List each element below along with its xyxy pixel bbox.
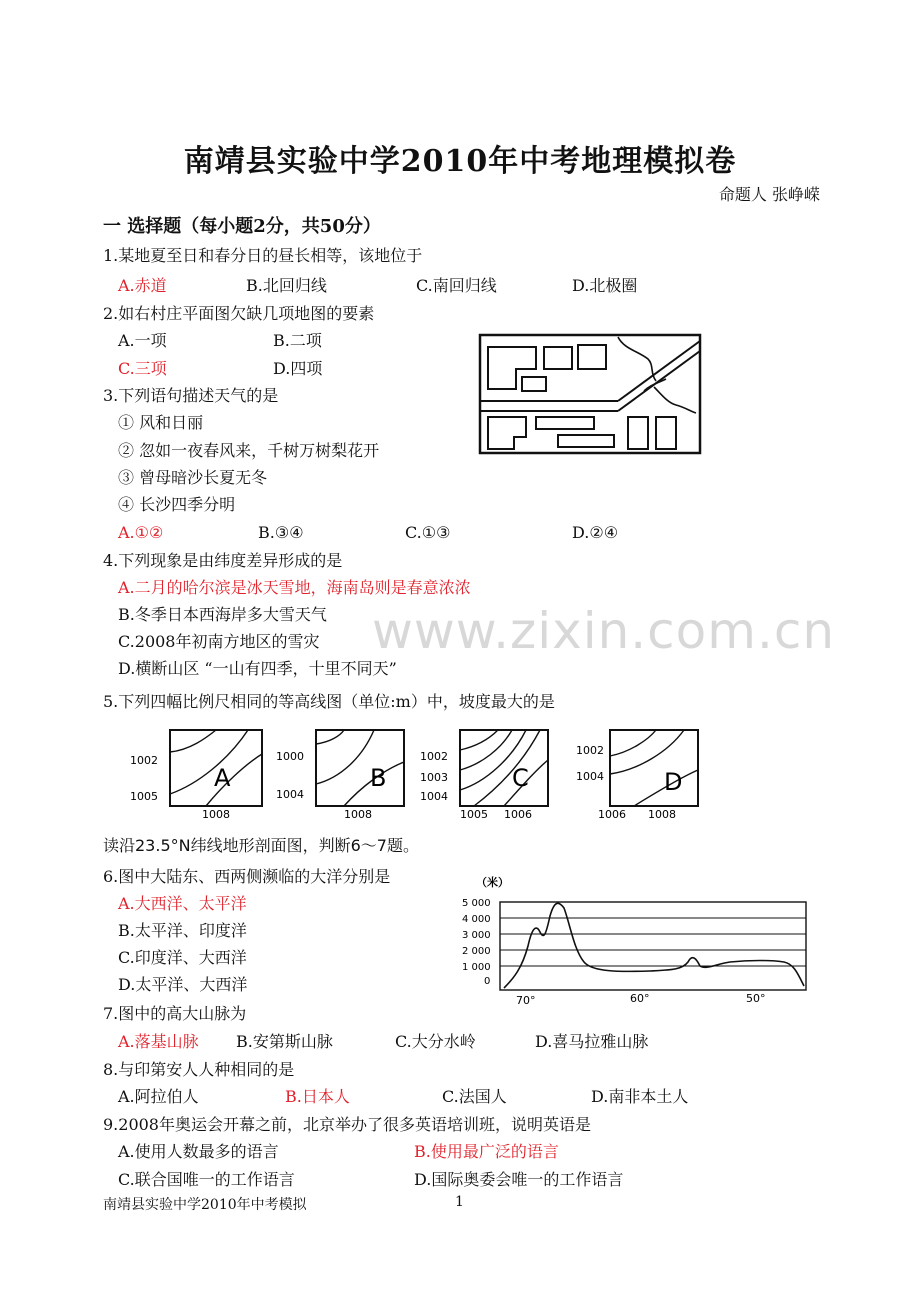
q2-option-c: C.三项	[118, 359, 167, 378]
contour-b-label-3: 1008	[344, 808, 372, 821]
q3-stem: 3.下列语句描述天气的是	[103, 386, 279, 405]
q6-option-c: C.印度洋、大西洋	[118, 948, 247, 967]
profile-y-tick-1000: 1 000	[462, 962, 491, 973]
q2-option-b: B.二项	[273, 331, 322, 350]
contour-map-b	[276, 730, 404, 821]
q6-option-b: B.太平洋、印度洋	[118, 921, 247, 940]
q6-option-d: D.太平洋、大西洋	[118, 975, 248, 994]
footer-text: 南靖县实验中学2010年中考模拟	[103, 1197, 307, 1213]
profile-y-tick-2000: 2 000	[462, 946, 491, 957]
q4-stem: 4.下列现象是由纬度差异形成的是	[103, 551, 343, 570]
profile-unit: （米）	[476, 876, 509, 889]
q3-item-3: ③ 曾母暗沙长夏无冬	[118, 468, 268, 487]
page-number: 1	[455, 1194, 464, 1210]
watermark: www.zixin.com.cn	[372, 602, 836, 660]
q4-option-a: A.二月的哈尔滨是冰天雪地，海南岛则是春意浓浓	[118, 578, 471, 597]
q8-option-d: D.南非本土人	[591, 1087, 689, 1106]
profile-line	[504, 903, 804, 988]
q1-option-d: D.北极圈	[572, 276, 638, 295]
q1-option-b: B.北回归线	[246, 276, 327, 295]
q3-item-2: ② 忽如一夜春风来，千树万树梨花开	[118, 441, 380, 460]
q7-option-a: A.落基山脉	[118, 1032, 199, 1051]
author-line: 命题人 张峥嵘	[718, 185, 820, 204]
contour-maps	[128, 724, 708, 824]
q4-option-b: B.冬季日本西海岸多大雪天气	[118, 605, 327, 624]
q2-stem: 2.如右村庄平面图欠缺几项地图的要素	[103, 304, 375, 323]
contour-c-label-2: 1003	[420, 771, 448, 784]
contour-d-label-3: 1006	[598, 808, 626, 821]
contour-a-label-1: 1002	[130, 754, 158, 767]
contour-d-label-1: 1002	[576, 744, 604, 757]
contour-d-label-2: 1004	[576, 770, 604, 783]
q7-stem: 7.图中的高大山脉为	[103, 1004, 247, 1023]
q4-option-d: D.横断山区 “一山有四季，十里不同天”	[118, 659, 397, 678]
q6-stem: 6.图中大陆东、西两侧濒临的大洋分别是	[103, 867, 391, 886]
q2-option-a: A.一项	[118, 331, 167, 350]
elevation-profile	[460, 872, 814, 1006]
contour-map-c	[420, 730, 548, 821]
q9-option-a: A.使用人数最多的语言	[118, 1142, 279, 1161]
q1-stem: 1.某地夏至日和春分日的昼长相等，该地位于	[103, 246, 423, 265]
profile-y-tick-5000: 5 000	[462, 898, 491, 909]
q8-option-a: A.阿拉伯人	[118, 1087, 199, 1106]
q5-stem: 5.下列四幅比例尺相同的等高线图（单位:m）中，坡度最大的是	[103, 692, 555, 711]
read-instruction: 读沿23.5°N纬线地形剖面图，判断6～7题。	[103, 836, 419, 855]
contour-b-letter: B	[370, 764, 387, 792]
q3-item-4: ④ 长沙四季分明	[118, 495, 236, 514]
profile-x-tick-70: 70°	[516, 994, 536, 1006]
contour-a-label-3: 1008	[202, 808, 230, 821]
q8-option-c: C.法国人	[442, 1087, 507, 1106]
q3-option-c: C.①③	[405, 523, 451, 542]
profile-x-tick-60: 60°	[630, 992, 650, 1005]
profile-y-tick-4000: 4 000	[462, 914, 491, 925]
q1-option-a: A.赤道	[118, 276, 167, 295]
profile-y-tick-3000: 3 000	[462, 930, 491, 941]
q7-option-d: D.喜马拉雅山脉	[535, 1032, 649, 1051]
q9-option-d: D.国际奥委会唯一的工作语言	[414, 1170, 624, 1189]
q4-option-c: C.2008年初南方地区的雪灾	[118, 632, 320, 651]
q9-stem: 9.2008年奥运会开幕之前，北京举办了很多英语培训班，说明英语是	[103, 1115, 591, 1134]
q8-option-b: B.日本人	[285, 1087, 350, 1106]
q3-option-d: D.②④	[572, 523, 619, 542]
section-heading: 一 选择题（每小题2分，共50分）	[103, 216, 381, 237]
q7-option-c: C.大分水岭	[395, 1032, 476, 1051]
contour-d-label-4: 1008	[648, 808, 676, 821]
contour-c-label-4: 1005	[460, 808, 488, 821]
q6-option-a: A.大西洋、太平洋	[118, 894, 247, 913]
contour-a-label-2: 1005	[130, 790, 158, 803]
village-plan-map	[478, 333, 702, 455]
q1-option-c: C.南回归线	[416, 276, 497, 295]
q3-option-a: A.①②	[118, 523, 164, 542]
contour-d-letter: D	[664, 768, 683, 796]
profile-y-tick-0: 0	[484, 976, 491, 987]
page-title: 南靖县实验中学2010年中考地理模拟卷	[183, 144, 737, 179]
contour-c-label-3: 1004	[420, 790, 448, 803]
q8-stem: 8.与印第安人人种相同的是	[103, 1060, 295, 1079]
q3-item-1: ① 风和日丽	[118, 413, 204, 432]
profile-x-tick-50: 50°	[746, 992, 766, 1005]
contour-c-label-1: 1002	[420, 750, 448, 763]
contour-b-label-1: 1000	[276, 750, 304, 763]
contour-a-letter: A	[214, 764, 231, 792]
contour-b-label-2: 1004	[276, 788, 304, 801]
q2-option-d: D.四项	[273, 359, 323, 378]
contour-map-d	[576, 730, 698, 821]
q9-option-b: B.使用最广泛的语言	[414, 1142, 559, 1161]
q9-option-c: C.联合国唯一的工作语言	[118, 1170, 295, 1189]
contour-c-label-5: 1006	[504, 808, 532, 821]
contour-c-letter: C	[512, 764, 529, 792]
q7-option-b: B.安第斯山脉	[236, 1032, 333, 1051]
q3-option-b: B.③④	[258, 523, 304, 542]
contour-map-a	[130, 730, 262, 821]
